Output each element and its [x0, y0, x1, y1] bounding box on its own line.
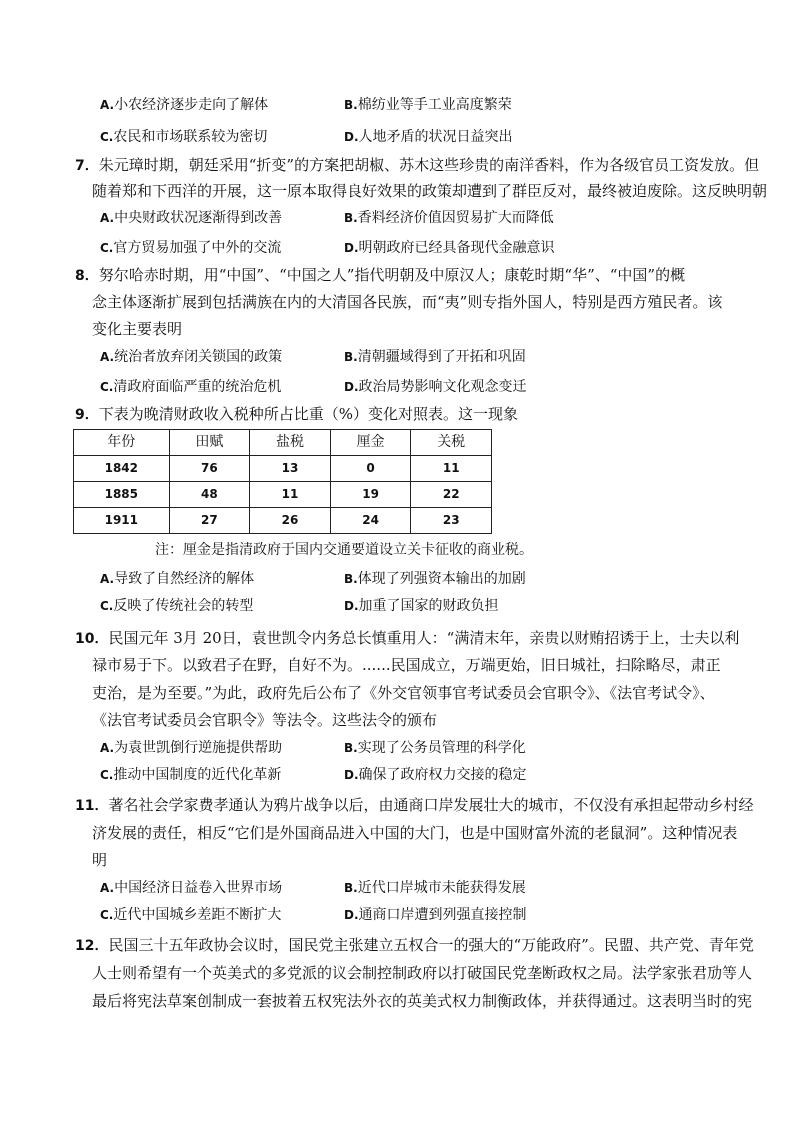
option-text: 近代口岸城市未能获得发展	[357, 880, 526, 896]
option-letter: B.	[344, 741, 358, 755]
table-header-row	[74, 430, 492, 456]
option-text: 清政府面临严重的统治危机	[113, 379, 282, 395]
option-letter: C.	[100, 130, 114, 144]
option-text: 体现了列强资本输出的加剧	[357, 571, 526, 587]
q10-option-d[interactable]	[344, 765, 527, 785]
q10-stem-line-2: 禄市易于下。以致君子在野，自好不为。......民国成立，万端更始，旧日城社，扫除略尽，肃正	[92, 656, 721, 674]
option-letter: A.	[100, 350, 115, 364]
question-number: 9．	[75, 407, 99, 423]
option-text: 统治者放弃闭关锁国的政策	[114, 349, 283, 365]
q10-option-c[interactable]	[100, 765, 281, 785]
question-number: 7．	[75, 158, 99, 174]
option-letter: C.	[100, 599, 114, 613]
option-letter: A.	[100, 98, 115, 112]
q11-stem-line-2: 济发展的责任，相反“它们是外国商品进入中国的大门，也是中国财富外流的老鼠洞”。这种情况表	[92, 824, 738, 842]
q8-stem-line-2: 念主体逐渐扩展到包括满族在内的大清国各民族，而“夷”则专指外国人，特别是西方殖民者。该	[92, 293, 723, 311]
q11-option-b[interactable]	[344, 878, 526, 898]
option-text: 中国经济日益卷入世界市场	[114, 880, 283, 896]
question-number: 11．	[75, 798, 109, 814]
table-header: 田赋	[169, 430, 250, 456]
table-cell: 19	[330, 482, 411, 508]
table-cell: 27	[169, 508, 250, 534]
stem-text: 朱元璋时期，朝廷采用“折变”的方案把胡椒、苏木这些珍贵的南洋香料，作为各级官员工资发放。但	[98, 156, 760, 174]
table-row	[74, 456, 492, 482]
option-letter: A.	[100, 741, 115, 755]
q10-option-b[interactable]	[344, 738, 526, 758]
option-letter: D.	[344, 241, 359, 255]
q9-option-a[interactable]	[100, 569, 254, 589]
q8-option-a[interactable]	[100, 347, 282, 367]
q7-option-a[interactable]	[100, 208, 282, 228]
option-text: 近代中国城乡差距不断扩大	[113, 907, 282, 923]
option-text: 农民和市场联系较为密切	[113, 129, 268, 145]
option-text: 人地矛盾的状况日益突出	[358, 129, 513, 145]
option-letter: B.	[344, 211, 358, 225]
q9-option-b[interactable]	[344, 569, 526, 589]
option-text: 反映了传统社会的转型	[113, 598, 254, 614]
table-cell: 11	[411, 456, 492, 482]
option-letter: D.	[344, 380, 359, 394]
q12-stem-line-2: 人士则希望有一个英美式的多党派的议会制控制政府以打破国民党垄断政权之局。法学家张君劢等人	[92, 964, 753, 982]
option-letter: C.	[100, 380, 114, 394]
q8-option-b[interactable]	[344, 347, 526, 367]
question-number: 8．	[75, 268, 99, 284]
option-letter: B.	[344, 881, 358, 895]
table-header: 盐税	[250, 430, 331, 456]
question-number: 10．	[75, 631, 109, 647]
table-cell: 0	[330, 456, 411, 482]
table-cell: 48	[169, 482, 250, 508]
option-text: 政治局势影响文化观念变迁	[358, 379, 527, 395]
q6-option-d[interactable]	[344, 127, 513, 147]
option-text: 为袁世凯倒行逆施提供帮助	[114, 740, 283, 756]
q11-option-a[interactable]	[100, 878, 282, 898]
table-cell: 1885	[74, 482, 170, 508]
q9-option-c[interactable]	[100, 596, 253, 616]
option-text: 中央财政状况逐渐得到改善	[114, 210, 283, 226]
stem-text: 著名社会学家费孝通认为鸦片战争以后，由通商口岸发展壮大的城市，不仅没有承担起带动乡村经	[108, 796, 754, 814]
table-cell: 23	[411, 508, 492, 534]
q8-stem-line-1	[75, 265, 685, 286]
q11-stem-line-1	[75, 795, 754, 816]
table-cell: 76	[169, 456, 250, 482]
option-text: 明朝政府已经具备现代金融意识	[358, 240, 555, 256]
option-letter: D.	[344, 908, 359, 922]
q11-option-c[interactable]	[100, 905, 281, 925]
option-letter: A.	[100, 572, 115, 586]
option-text: 官方贸易加强了中外的交流	[113, 240, 282, 256]
table-cell: 1842	[74, 456, 170, 482]
q7-stem-line-1	[75, 155, 759, 176]
table-cell: 26	[250, 508, 331, 534]
option-text: 香料经济价值因贸易扩大而降低	[357, 210, 554, 226]
table-cell: 24	[330, 508, 411, 534]
q6-option-a[interactable]	[100, 95, 268, 115]
q7-stem-line-2: 随着郑和下西洋的开展，这一原本取得良好效果的政策却遭到了群臣反对，最终被迫废除。这反映明朝	[92, 182, 768, 200]
tax-ratio-table	[73, 429, 492, 534]
q10-stem-line-4: 《法官考试委员会官职令》等法令。这些法令的颁布	[92, 711, 438, 729]
table-row	[74, 508, 492, 534]
q7-option-c[interactable]	[100, 238, 281, 258]
q12-stem-line-1	[75, 935, 754, 956]
option-letter: D.	[344, 130, 359, 144]
q6-option-c[interactable]	[100, 127, 267, 147]
option-text: 棉纺业等手工业高度繁荣	[357, 97, 512, 113]
q7-option-d[interactable]	[344, 238, 555, 258]
stem-text: 民国三十五年政协会议时，国民党主张建立五权合一的强大的“万能政府”。民盟、共产党、青年党	[108, 936, 754, 954]
table-cell: 11	[250, 482, 331, 508]
option-text: 推动中国制度的近代化革新	[113, 767, 282, 783]
table-header: 关税	[411, 430, 492, 456]
option-text: 清朝疆域得到了开拓和巩固	[357, 349, 526, 365]
q8-option-d[interactable]	[344, 377, 527, 397]
option-letter: C.	[100, 908, 114, 922]
option-text: 加重了国家的财政负担	[358, 598, 499, 614]
q11-stem-line-3: 明	[92, 851, 108, 869]
q7-option-b[interactable]	[344, 208, 554, 228]
q10-option-a[interactable]	[100, 738, 282, 758]
option-letter: C.	[100, 241, 114, 255]
q11-option-d[interactable]	[344, 905, 527, 925]
q10-stem-line-3: 吏治，是为至要。”为此，政府先后公布了《外交官领事官考试委员会官职令》、《法官考试令》、	[92, 684, 715, 702]
q9-option-d[interactable]	[344, 596, 499, 616]
option-text: 导致了自然经济的解体	[114, 571, 255, 587]
q8-option-c[interactable]	[100, 377, 281, 397]
option-text: 小农经济逐步走向了解体	[114, 97, 269, 113]
table-note: 注：厘金是指清政府于国内交通要道设立关卡征收的商业税。	[155, 542, 533, 558]
question-number: 12．	[75, 938, 109, 954]
option-letter: C.	[100, 768, 114, 782]
option-letter: D.	[344, 599, 359, 613]
stem-text: 努尔哈赤时期，用“中国”、“中国之人”指代明朝及中原汉人；康乾时期“华”、“中国”的概	[98, 266, 686, 284]
q9-stem-line-1	[75, 404, 518, 425]
option-text: 实现了公务员管理的科学化	[357, 740, 526, 756]
option-letter: B.	[344, 572, 358, 586]
q8-stem-line-3: 变化主要表明	[92, 320, 183, 338]
q10-stem-line-1	[75, 628, 739, 649]
table-cell: 22	[411, 482, 492, 508]
table-cell: 1911	[74, 508, 170, 534]
table-row	[74, 482, 492, 508]
table-header: 年份	[74, 430, 170, 456]
table-cell: 13	[250, 456, 331, 482]
option-letter: A.	[100, 881, 115, 895]
stem-text: 民国元年 3月 20日，袁世凯令内务总长慎重用人：“满清末年，亲贵以财贿招诱于上，士夫以利	[108, 629, 740, 647]
stem-text: 下表为晚清财政收入税种所占比重（%）变化对照表。这一现象	[98, 405, 519, 423]
option-letter: D.	[344, 768, 359, 782]
option-letter: A.	[100, 211, 115, 225]
option-text: 确保了政府权力交接的稳定	[358, 767, 527, 783]
q6-option-b[interactable]	[344, 95, 512, 115]
option-text: 通商口岸遭到列强直接控制	[358, 907, 527, 923]
table-header: 厘金	[330, 430, 411, 456]
option-letter: B.	[344, 350, 358, 364]
option-letter: B.	[344, 98, 358, 112]
q12-stem-line-3: 最后将宪法草案创制成一套披着五权宪法外衣的英美式权力制衡政体，并获得通过。这表明当时的宪	[92, 992, 753, 1010]
